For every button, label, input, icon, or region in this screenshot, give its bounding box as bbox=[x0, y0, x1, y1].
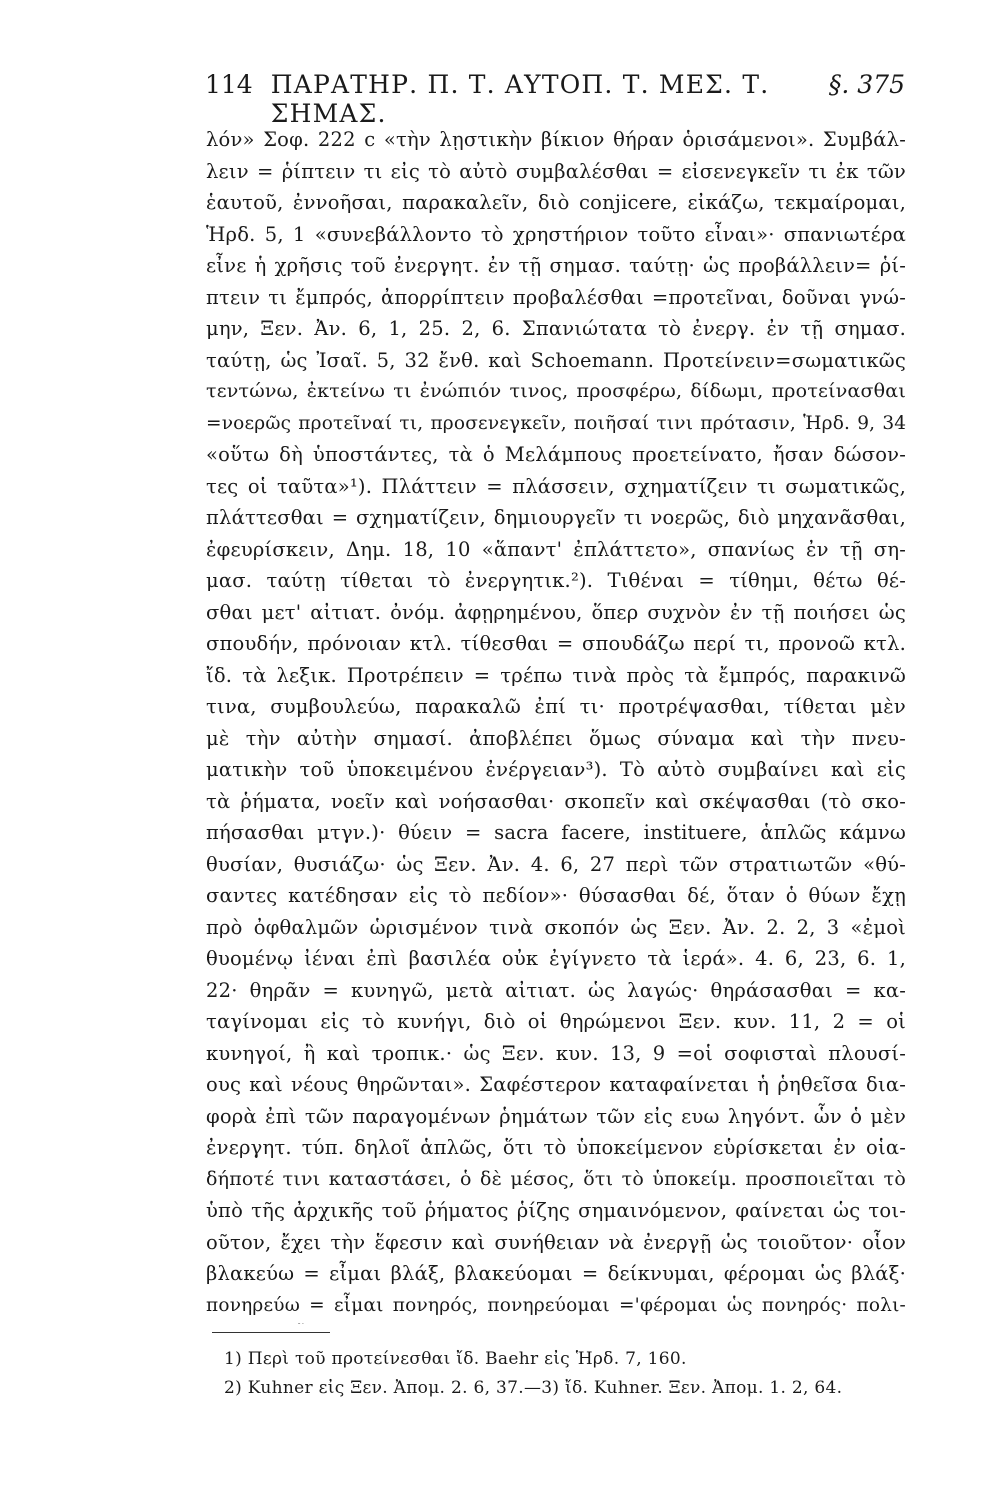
footnote-rule bbox=[212, 1332, 330, 1333]
text-line: ἐνεργητ. τύπ. δηλοῖ ἁπλῶς, ὅτι τὸ ὑποκείμενον εὑρίσκεται ἐν οἱα- bbox=[206, 1136, 906, 1159]
text-line: σπουδήν, πρόνοιαν κτλ. τίθεσθαι = σπουδάζω περί τι, προνοῶ κτλ. bbox=[206, 632, 906, 655]
text-line: εἶνε ἡ χρῆσις τοῦ ἐνεργητ. ἐν τῇ σημασ. ταύτῃ· ὡς προβάλλειν= ῥί- bbox=[206, 254, 906, 277]
text-line: σαντες κατέδησαν εἰς τὸ πεδίον»· θύσασθαι δέ, ὅταν ὁ θύων ἔχῃ bbox=[206, 884, 906, 907]
text-line: πτειν τι ἔμπρός, ἀπορρίπτειν προβαλέσθαι =προτεῖναι, δοῦναι γνώ- bbox=[206, 285, 906, 309]
text-line: πήσασθαι μτγν.)· θύειν = sacra facere, instituere, ἁπλῶς κάμνω bbox=[206, 821, 906, 844]
text-line: ματικὴν τοῦ ὑποκειμένου ἐνέργειαν³). Τὸ αὐτὸ συμβαίνει καὶ εἰς bbox=[206, 758, 906, 781]
text-line: πρὸ ὀφθαλμῶν ὡρισμένον τινὰ σκοπόν ὡς Ξεν. Ἀν. 2. 2, 3 «ἐμοὶ bbox=[206, 915, 906, 939]
text-line: κυνηγοί, ἢ καὶ τροπικ.· ὡς Ξεν. κυν. 13, 9 =οἱ σοφισταὶ πλουσί- bbox=[206, 1041, 906, 1065]
text-line: τινα, συμβουλεύω, παρακαλῶ ἐπί τι· προτρέψασθαι, τίθεται μὲν bbox=[206, 695, 906, 718]
text-line: πλάττεσθαι = σχηματίζειν, δημιουργεῖν τι νοερῶς, διὸ μηχανᾶσθαι, bbox=[206, 506, 906, 529]
text-line: ους καὶ νέους θηρῶνται». Σαφέστερον καταφαίνεται ἡ ῥηθεῖσα δια- bbox=[206, 1073, 906, 1096]
text-line: οῦτον, ἔχει τὴν ἕφεσιν καὶ συνήθειαν νὰ ἐνεργῇ ὡς τοιοῦτον· οἷον bbox=[206, 1230, 906, 1254]
text-line: ταύτῃ, ὡς Ἰσαῖ. 5, 32 ἔνθ. καὶ Schoemann. Προτείνειν=σωματικῶς bbox=[206, 348, 906, 372]
text-line: φορὰ ἐπὶ τῶν παραγομένων ῥημάτων τῶν εἰς ευω ληγόντ. ὧν ὁ μὲν bbox=[206, 1104, 906, 1128]
page-number: 114 bbox=[205, 70, 253, 99]
text-line: λόν» Σοφ. 222 c «τὴν λῃστικὴν βίκιον θήραν ὁρισάμενοι». Συμβάλ- bbox=[206, 128, 906, 151]
text-line: μην, Ξεν. Ἀν. 6, 1, 25. 2, 6. Σπανιώτατα τὸ ἐνεργ. ἐν τῇ σημασ. bbox=[206, 317, 906, 340]
text-line: βλακεύω = εἶμαι βλάξ, βλακεύομαι = δείκνυμαι, φέρομαι ὡς βλάξ· bbox=[206, 1262, 906, 1285]
footnote: 1) Περὶ τοῦ προτείνεσθαι ἴδ. Baehr εἰς Ἡρδ. 7, 160. bbox=[224, 1349, 687, 1369]
text-line: =νοερῶς προτεῖναί τι, προσενεγκεῖν, ποιῆσαί τινι πρότασιν, Ἡρδ. 9, 34 bbox=[206, 412, 906, 434]
section-number: §. 375 bbox=[828, 70, 905, 99]
text-line: Ἡρδ. 5, 1 «συνεβάλλοντο τὸ χρηστήριον τοῦτο εἶναι»· σπανιωτέρα bbox=[206, 222, 906, 246]
text-line: ταγίνομαι εἰς τὸ κυνήγι, διὸ οἱ θηρώμενοι Ξεν. κυν. 11, 2 = οἱ bbox=[206, 1010, 906, 1033]
text-line: 22· θηρᾶν = κυνηγῶ, μετὰ αἰτιατ. ὡς λαγώς· θηράσασθαι = κα- bbox=[206, 978, 906, 1002]
text-line: πονηρεύω = εἶμαι πονηρός, πονηρεύομαι ='φέρομαι ὡς πονηρός· πολι- bbox=[206, 1294, 906, 1316]
text-line: μασ. ταύτῃ τίθεται τὸ ἐνεργητικ.²). Τιθέναι = τίθημι, θέτω θέ- bbox=[206, 569, 906, 592]
text-line bbox=[206, 1321, 906, 1324]
text-line: μὲ τὴν αὐτὴν σημασί. ἀποβλέπει ὅμως σύναμα καὶ τὴν πνευ- bbox=[206, 726, 906, 750]
text-line: τὰ ῥήματα, νοεῖν καὶ νοήσασθαι· σκοπεῖν καὶ σκέψασθαι (τὸ σκο- bbox=[206, 789, 906, 813]
text-line: ὑπὸ τῆς ἀρχικῆς τοῦ ῥήματος ῥίζης σημαινόμενον, φαίνεται ὡς τοι- bbox=[206, 1199, 906, 1222]
text-line: «οὕτω δὴ ὑποστάντες, τὰ ὁ Μελάμπους προετείνατο, ἤσαν δώσον- bbox=[206, 443, 906, 466]
body-text bbox=[206, 124, 906, 1324]
text-line: θυσίαν, θυσιάζω· ὡς Ξεν. Ἀν. 4. 6, 27 περὶ τῶν στρατιωτῶν «θύ- bbox=[206, 852, 906, 876]
footnote: 2) Kuhner εἰς Ξεν. Ἀπομ. 2. 6, 37.—3) ἴδ. Kuhner. Ξεν. Ἀπομ. 1. 2, 64. bbox=[224, 1378, 843, 1398]
text-line: τεντώνω, ἐκτείνω τι ἐνώπιόν τινος, προσφέρω, δίδωμι, προτείνασθαι bbox=[206, 380, 906, 402]
running-head bbox=[205, 70, 905, 128]
text-line: ἑαυτοῦ, ἐννοῆσαι, παρακαλεῖν, διὸ conjicere, εἰκάζω, τεκμαίρομαι, bbox=[206, 191, 906, 214]
text-line: θυομένῳ ἰέναι ἐπὶ βασιλέα οὐκ ἐγίγνετο τὰ ἱερά». 4. 6, 23, 6. 1, bbox=[206, 947, 906, 970]
footnotes bbox=[224, 1345, 914, 1403]
text-line: τες οἱ ταῦτα»¹). Πλάττειν = πλάσσειν, σχηματίζειν τι σωματικῶς, bbox=[206, 474, 906, 498]
text-line: ἐφευρίσκειν, Δημ. 18, 10 «ἅπαντ' ἐπλάττετο», σπανίως ἐν τῇ ση- bbox=[206, 537, 906, 561]
text-line: λειν = ῥίπτειν τι εἰς τὸ αὐτὸ συμβαλέσθαι = εἰσενεγκεῖν τι ἐκ τῶν bbox=[206, 159, 906, 183]
text-line: ἴδ. τὰ λεξικ. Προτρέπειν = τρέπω τινὰ πρὸς τὰ ἔμπρός, παρακινῶ bbox=[206, 663, 906, 687]
running-head-title: ΠΑΡΑΤΗΡ. Π. Τ. ΑΥΤΟΠ. Τ. ΜΕΣ. Τ. ΣΗΜΑΣ. bbox=[270, 70, 770, 128]
text-line: σθαι μετ' αἰτιατ. ὀνόμ. ἀφῃρημένου, ὅπερ συχνὸν ἐν τῇ ποιήσει ὡς bbox=[206, 600, 906, 624]
text-line: δήποτέ τινι καταστάσει, ὁ δὲ μέσος, ὅτι τὸ ὑποκείμ. προσποιεῖται τὸ bbox=[206, 1167, 906, 1190]
